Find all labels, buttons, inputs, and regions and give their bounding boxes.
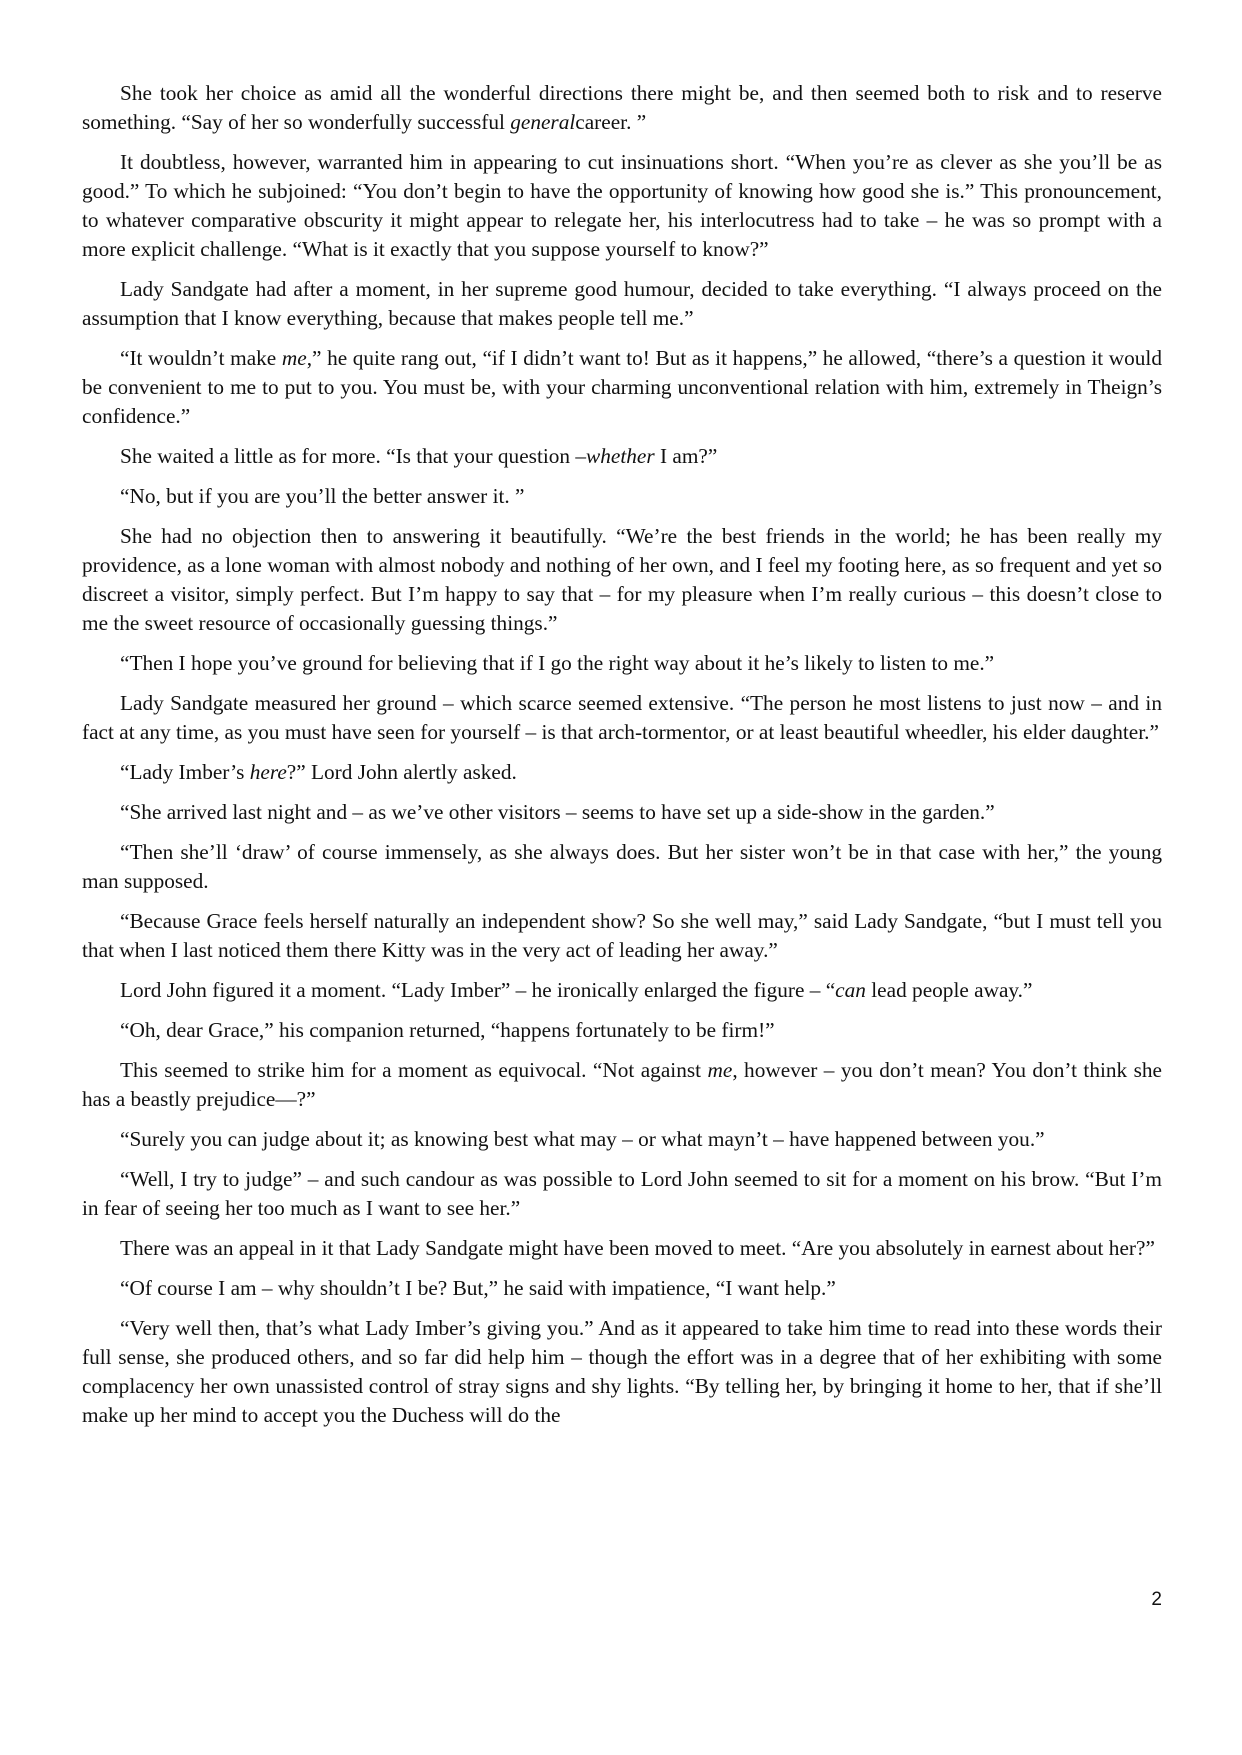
text-segment: “Very well then, that’s what Lady Imber’s giving you.” And as it appeared to take him time to read into these words their full sense, she produced others, and so far did help him – though the effort was in a degree that of her exhibiting with some complacency her own unassisted control of stray signs and shy lights. “By telling her, by bringing it home to her, that if she’ll make up her mind to accept you the Duchess will do the	[82, 1316, 1162, 1427]
paragraph	[82, 907, 1162, 965]
text-segment: career. ”	[575, 110, 647, 134]
paragraph	[82, 1056, 1162, 1114]
text-segment: “Surely you can judge about it; as knowing best what may – or what mayn’t – have happened between you.”	[120, 1127, 1045, 1151]
paragraph	[82, 148, 1162, 264]
paragraph	[82, 1125, 1162, 1154]
paragraph	[82, 1165, 1162, 1223]
body-text	[82, 79, 1162, 1441]
text-segment: “No, but if you are you’ll the better answer it. ”	[120, 484, 525, 508]
text-segment: “She arrived last night and – as we’ve other visitors – seems to have set up a side-show in the garden.”	[120, 800, 995, 824]
text-segment: It doubtless, however, warranted him in appearing to cut insinuations short. “When you’re as clever as she you’ll be as good.” To which he subjoined: “You don’t begin to have the opportunity of knowing how good she is.” This pronouncement, to whatever comparative obscurity it might appear to relegate her, his interlocutress had to take – he was so prompt with a more explicit challenge. “What is it exactly that you suppose yourself to know?”	[82, 150, 1162, 261]
text-segment: She waited a little as for more. “Is that your question –	[120, 444, 587, 468]
text-segment: There was an appeal in it that Lady Sandgate might have been moved to meet. “Are you absolutely in earnest about her?”	[120, 1236, 1155, 1260]
text-segment: This seemed to strike him for a moment as equivocal. “Not against	[120, 1058, 708, 1082]
text-segment: “Well, I try to judge” – and such candour as was possible to Lord John seemed to sit for a moment on his brow. “But I’m in fear of seeing her too much as I want to see her.”	[82, 1167, 1162, 1220]
text-segment: “Of course I am – why shouldn’t I be? But,” he said with impatience, “I want help.”	[120, 1276, 836, 1300]
text-segment: ?” Lord John alertly asked.	[286, 760, 517, 784]
paragraph	[82, 798, 1162, 827]
text-segment: “Then I hope you’ve ground for believing that if I go the right way about it he’s likely to listen to me.”	[120, 651, 995, 675]
text-segment: Lady Sandgate measured her ground – which scarce seemed extensive. “The person he most listens to just now – and in fact at any time, as you must have seen for yourself – is that arch-tormentor, or at least beautiful wheedler, his elder daughter.”	[82, 691, 1162, 744]
text-segment: She had no objection then to answering it beautifully. “We’re the best friends in the world; he has been really my providence, as a lone woman with almost nobody and nothing of her own, and I feel my footing here, as so frequent and yet so discreet a visitor, simply perfect. But I’m happy to say that – for my pleasure when I’m really curious – this doesn’t close to me the sweet resource of occasionally guessing things.”	[82, 524, 1162, 635]
paragraph	[82, 1016, 1162, 1045]
text-segment: “It wouldn’t make	[120, 346, 282, 370]
paragraph	[82, 758, 1162, 787]
paragraph	[82, 442, 1162, 471]
paragraph	[82, 482, 1162, 511]
paragraph	[82, 1314, 1162, 1430]
paragraph	[82, 976, 1162, 1005]
italic-text: general	[510, 110, 576, 134]
paragraph	[82, 79, 1162, 137]
text-segment: ,” he quite rang out, “if I didn’t want to! But as it happens,” he allowed, “there’s a question it would be convenient to me to put to you. You must be, with your charming unconventional relation with him, extremely in Theign’s confidence.”	[82, 346, 1162, 428]
paragraph	[82, 344, 1162, 431]
text-segment: She took her choice as amid all the wonderful directions there might be, and then seemed both to risk and to reserve something. “Say of her so wonderfully successful	[82, 81, 1162, 134]
text-segment: , however – you don’t mean? You don’t think she has a beastly prejudice—?”	[82, 1058, 1162, 1111]
paragraph	[82, 1234, 1162, 1263]
text-segment: “Lady Imber’s	[120, 760, 250, 784]
text-segment: “Because Grace feels herself naturally an independent show? So she well may,” said Lady Sandgate, “but I must tell you that when I last noticed them there Kitty was in the very act of leading her away.”	[82, 909, 1162, 962]
paragraph	[82, 1274, 1162, 1303]
italic-text: can	[835, 978, 866, 1002]
text-segment: I am?”	[654, 444, 718, 468]
italic-text: me	[707, 1058, 733, 1082]
page-number: 2	[1151, 1589, 1162, 1610]
paragraph	[82, 838, 1162, 896]
text-segment: Lady Sandgate had after a moment, in her supreme good humour, decided to take everything. “I always proceed on the assumption that I know everything, because that makes people tell me.”	[82, 277, 1162, 330]
text-segment: “Then she’ll ‘draw’ of course immensely, as she always does. But her sister won’t be in that case with her,” the young man supposed.	[82, 840, 1162, 893]
paragraph	[82, 522, 1162, 638]
italic-text: whether	[586, 444, 655, 468]
text-segment: “Oh, dear Grace,” his companion returned, “happens fortunately to be firm!”	[120, 1018, 775, 1042]
italic-text: me	[281, 346, 307, 370]
text-segment: Lord John figured it a moment. “Lady Imber” – he ironically enlarged the figure – “	[120, 978, 836, 1002]
paragraph	[82, 649, 1162, 678]
paragraph	[82, 689, 1162, 747]
text-segment: lead people away.”	[865, 978, 1033, 1002]
paragraph	[82, 275, 1162, 333]
italic-text: here	[249, 760, 287, 784]
